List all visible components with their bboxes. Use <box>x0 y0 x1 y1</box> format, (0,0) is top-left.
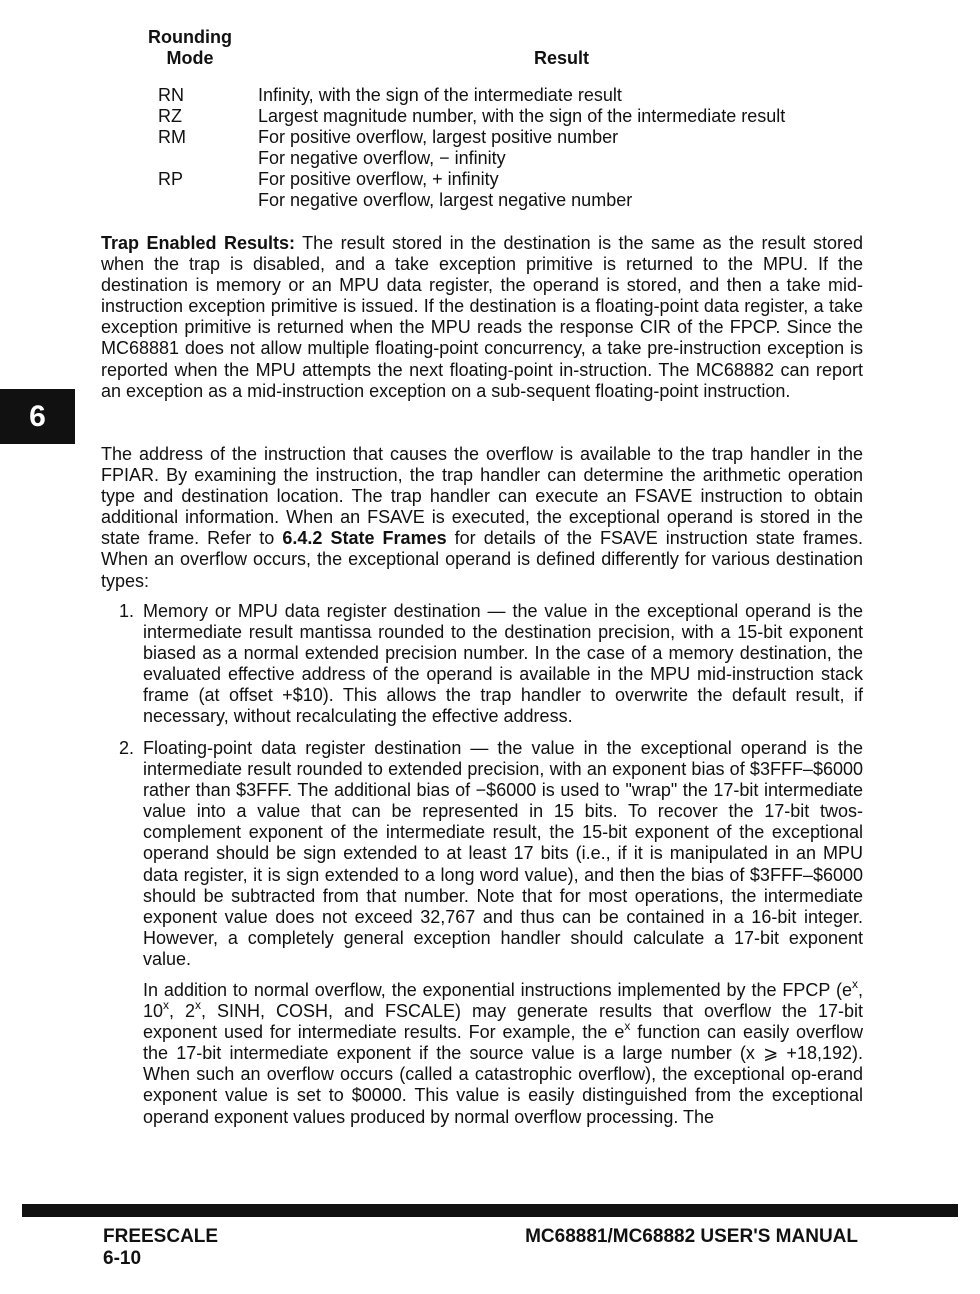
footer-divider <box>22 1204 958 1217</box>
list-item-number: 1. <box>119 601 135 621</box>
result-header: Result <box>534 48 590 68</box>
table-row <box>158 190 878 211</box>
trap-enabled-results-paragraph <box>101 233 863 402</box>
table-row <box>158 106 878 127</box>
table-row <box>158 148 878 169</box>
overflow-address-paragraph <box>101 444 863 592</box>
table-row <box>158 85 878 106</box>
result-cell: For positive overflow, + infinity <box>258 169 499 189</box>
footer-manual-title: MC68881/MC68882 USER'S MANUAL <box>525 1226 858 1247</box>
mode-cell: RM <box>158 127 186 147</box>
footer-page-number: 6-10 <box>103 1248 142 1269</box>
list-item-continuation <box>101 977 864 1128</box>
result-cell: For negative overflow, largest negative number <box>258 190 633 210</box>
result-cell: Largest magnitude number, with the sign of the intermediate result <box>258 106 786 126</box>
rounding-mode-header-line1: Rounding <box>148 27 232 47</box>
mode-cell: RP <box>158 169 184 189</box>
result-cell: For negative overflow, − infinity <box>258 148 506 168</box>
footer-brand: FREESCALE <box>103 1226 219 1247</box>
chapter-tab-marker: 6 <box>0 389 75 444</box>
trap-enabled-results-heading: Trap Enabled Results: <box>101 233 295 253</box>
table-row <box>158 127 878 148</box>
rounding-mode-table <box>158 85 878 211</box>
mode-cell: RZ <box>158 106 182 126</box>
list-item-text: Memory or MPU data register destination — the value in the exceptional operand is the intermediate result mantissa rounded to the destination precision, with a 15-bit exponent biased as a normal extended precision number. In the case of a memory destination, the evaluated effective address of the operand is available in the MPU mid-instruction stack frame (at offset +$10). This allows the trap handler to overwrite the default result, if necessary, without recalculating the effective address. <box>143 601 863 727</box>
catastrophic-overflow-paragraph: In addition to normal overflow, the exponential instructions implemented by the FPCP ($e^x$, 10$^x$, 2$^x$, SINH, COSH, and FSCALE) may generate results that overflow the 17-bit exponent used for intermediate results. For example, the $e^x$ function can easily overflow the 17-bit intermediate exponent if the source value is a large number (x ⩾ +18,192). When such an overflow occurs (called a catastrophic overflow), the exceptional op-erand exponent value is set to $0000. This value is easily distinguished from the exceptional operand exponent values produced by normal overflow processing. The <box>143 977 864 1127</box>
mode-cell <box>158 190 258 211</box>
mode-cell <box>158 148 258 169</box>
list-item-text: Floating-point data register destination — the value in the exceptional operand is the intermediate result rounded to extended precision, with an exponent bias of $3FFF–$6000 rather than $3FFF. The additional bias of −$6000 is used to "wrap" the 17-bit intermediate value into a value that can be represented in 15 bits. To recover the 17-bit twos-complement exponent of the intermediate result, the 15-bit exponent of the exceptional operand should be sign extended to at least 17 bits (i.e., if it is manipulated in an MPU data register, it is sign extended to a long word value), and then the bias of $3FFF–$6000 should be subtracted from that number. Note that for most operations, the intermediate exponent value does not exceed 32,767 and thus can be contained in a 16-bit integer. However, a completely general exception handler should calculate a 17-bit exponent value. <box>143 738 863 969</box>
footer-left <box>103 1226 218 1270</box>
list-item <box>101 601 863 728</box>
trap-enabled-results-text: The result stored in the destination is the same as the result stored when the trap is disabled, and a take exception primitive is returned to the MPU. If the destination is memory or an MPU data register, the operand is stored, and then a take mid-instruction exception primitive is issued. If the destination is a floating-point data register, a take exception primitive is returned when the MPU reads the response CIR of the FPCP. Since the MC68881 does not allow multiple floating-point concurrency, a take pre-instruction exception is reported when the MPU attempts the next floating-point in-struction. The MC68882 can report an exception as a mid-instruction exception on a sub-sequent floating-point instruction. <box>101 233 863 401</box>
result-cell: For positive overflow, largest positive number <box>258 127 619 147</box>
paragraph-text: for details of the FSAVE instruction state frames. When an overflow occurs, the exceptional operand is defined differently for various destination types: <box>101 528 863 591</box>
list-item <box>101 738 863 970</box>
rounding-mode-header <box>148 27 232 69</box>
section-reference-link[interactable]: 6.4.2 State Frames <box>282 528 447 549</box>
paragraph-text: The address of the instruction that causes the overflow is available to the trap handler in the FPIAR. By examining the instruction, the trap handler can determine the arithmetic operation type and destination location. The trap handler can execute an FSAVE instruction to obtain additional information. When an FSAVE is executed, the exceptional operand is stored in the state frame. Refer to <box>101 444 863 549</box>
list-item-number: 2. <box>119 738 135 758</box>
result-cell: Infinity, with the sign of the intermediate result <box>258 85 622 105</box>
rounding-mode-header-line2: Mode <box>166 48 214 68</box>
table-row <box>158 169 878 190</box>
mode-cell: RN <box>158 85 184 105</box>
